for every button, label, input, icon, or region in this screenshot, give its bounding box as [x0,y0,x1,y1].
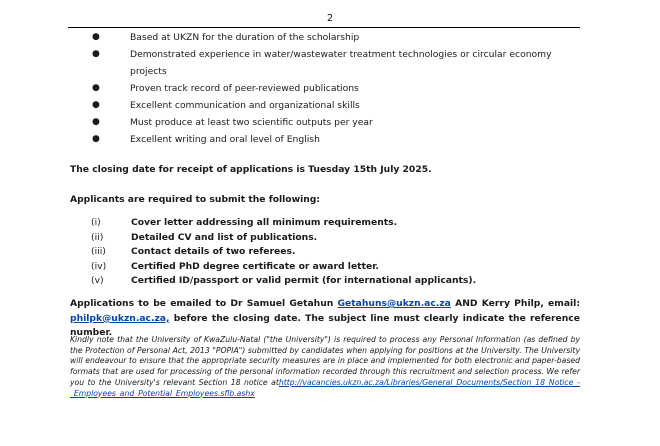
bullet-text: Demonstrated experience in water/wastewater treatment technologies or circular economy projects [130,49,552,77]
list-item [91,231,561,246]
bullet-icon: ● [92,134,100,144]
bullet-icon: ● [92,32,100,42]
instructions-text: Applications to be emailed to Dr Samuel Getahun [70,298,338,309]
item-text: Contact details of two referees. [131,246,296,258]
page-number: 2 [326,13,334,24]
requirements-bullet-list [92,29,582,148]
instructions-text: AND Kerry Philp, email: [450,298,580,309]
item-text: Detailed CV and list of publications. [131,231,318,243]
bullet-text: Based at UKZN for the duration of the scholarship [130,32,360,43]
list-item [91,260,561,275]
item-number: (iii) [91,246,106,258]
bullet-icon: ● [92,49,100,59]
header-rule [68,27,580,28]
list-item [92,114,582,131]
submission-requirements-list [91,216,561,289]
item-number: (v) [91,275,104,287]
section-18-notice-link[interactable]: http://vacancies.ukzn.ac.za/Libraries/General_Documents/Section_18_Notice_-_Employees_and_Potential_Employees.sflb.ashx [70,377,580,398]
item-text: Certified PhD degree certificate or award letter. [131,260,379,272]
item-number: (iv) [91,260,107,272]
bullet-text: Proven track record of peer-reviewed publications [130,83,359,94]
list-item [92,131,582,148]
list-item [92,29,582,46]
bullet-text: Excellent writing and oral level of English [130,134,320,145]
item-number: (i) [91,217,101,228]
list-item [91,245,561,260]
list-item [92,97,582,114]
bullet-icon: ● [92,100,100,110]
item-text: Cover letter addressing all minimum requirements. [131,217,398,228]
item-number: (ii) [91,231,104,243]
applicants-heading: Applicants are required to submit the following: [70,194,321,205]
list-item [92,80,582,97]
instructions-text: before the closing date. The subject line must clearly indicate the reference number. [70,312,580,339]
philp-email-link[interactable]: philpk@ukzn.ac.za, [70,312,170,324]
notice-text: Kindly note that the University of KwaZulu-Natal ("the University") is required to process any Personal Information (as defined by the Protection of Personal Act, 2013 "POPIA") submitted by candidates when applying for positions at the University. The University will endeavour to ensure that the appropriate security measures are in place and implemented for both electronic and paper-based formats that are used for processing of the personal information recorded through this recruitment and selection process. We refer you to the University's relevant Section 18 notice at [70,335,580,387]
closing-date-statement: The closing date for receipt of applications is Tuesday 15th July 2025. [70,164,432,175]
bullet-text: Excellent communication and organizational skills [130,100,360,111]
bullet-icon: ● [92,83,100,93]
bullet-icon: ● [92,117,100,127]
list-item [91,274,561,289]
bullet-text: Must produce at least two scientific outputs per year [130,117,373,128]
getahun-email-link[interactable]: Getahuns@ukzn.ac.za [337,298,451,309]
list-item [92,46,582,80]
item-text: Certified ID/passport or valid permit (for international applicants). [131,275,477,287]
list-item [91,216,561,231]
popia-notice [70,335,580,399]
